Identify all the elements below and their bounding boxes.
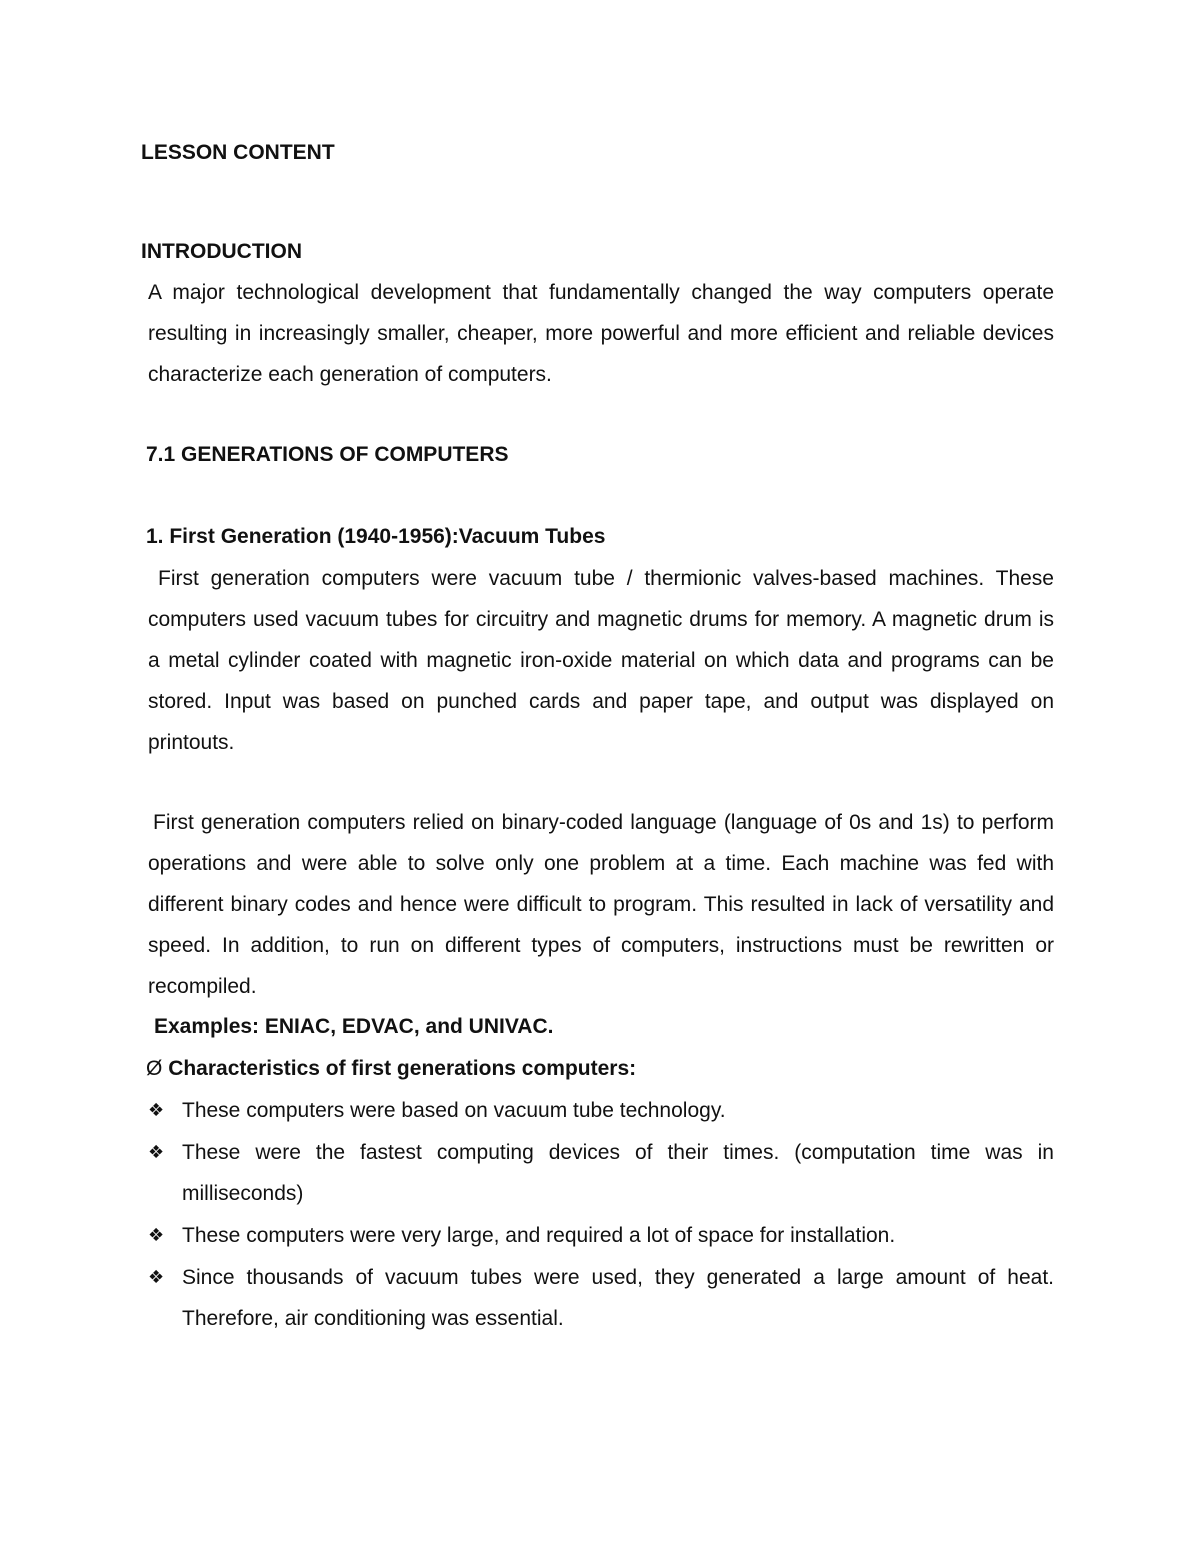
list-item [148, 1090, 1054, 1131]
list-item [148, 1257, 1054, 1339]
diamond-bullet-icon: ❖ [148, 1100, 165, 1120]
list-item-text: These were the fastest computing devices of their times. (computation time was in milliseconds) [182, 1141, 1054, 1205]
diamond-bullet-icon: ❖ [148, 1267, 165, 1287]
first-generation-paragraph-2: First generation computers relied on binary-coded language (language of 0s and 1s) to perform operations and were able to solve only one problem at a time. Each machine was fed with different binary codes and hence were difficult to program. This resulted in lack of versatility and speed. In addition, to run on different types of computers, instructions must be rewritten or recompiled. [148, 811, 1054, 998]
section-heading: 7.1 GENERATIONS OF COMPUTERS [146, 443, 509, 466]
characteristics-list [148, 1090, 1054, 1340]
lesson-title: LESSON CONTENT [141, 141, 335, 164]
introduction-paragraph: A major technological development that fundamentally changed the way computers operate resulting in increasingly smaller, cheaper, more powerful and more efficient and reliable devices characterize each generation of computers. [148, 281, 1054, 386]
first-generation-heading: 1. First Generation (1940-1956):Vacuum Tubes [146, 525, 606, 548]
list-item [148, 1215, 1054, 1256]
examples-line: Examples: ENIAC, EDVAC, and UNIVAC. [154, 1015, 554, 1038]
arrow-bullet-icon: Ø [146, 1057, 163, 1080]
list-item-text: These computers were based on vacuum tube technology. [182, 1099, 726, 1122]
list-item-text: These computers were very large, and required a lot of space for installation. [182, 1224, 896, 1247]
diamond-bullet-icon: ❖ [148, 1225, 165, 1245]
list-item [148, 1132, 1054, 1214]
diamond-bullet-icon: ❖ [148, 1142, 165, 1162]
characteristics-heading: Characteristics of first generations computers: [168, 1057, 637, 1080]
list-item-text: Since thousands of vacuum tubes were used, they generated a large amount of heat. Therefore, air conditioning was essential. [182, 1266, 1054, 1330]
characteristics-heading-line [146, 1048, 636, 1089]
first-generation-paragraph-1: First generation computers were vacuum tube / thermionic valves-based machines. These computers used vacuum tubes for circuitry and magnetic drums for memory. A magnetic drum is a metal cylinder coated with magnetic iron-oxide material on which data and programs can be stored. Input was based on punched cards and paper tape, and output was displayed on printouts. [148, 567, 1054, 754]
introduction-heading: INTRODUCTION [141, 240, 302, 263]
